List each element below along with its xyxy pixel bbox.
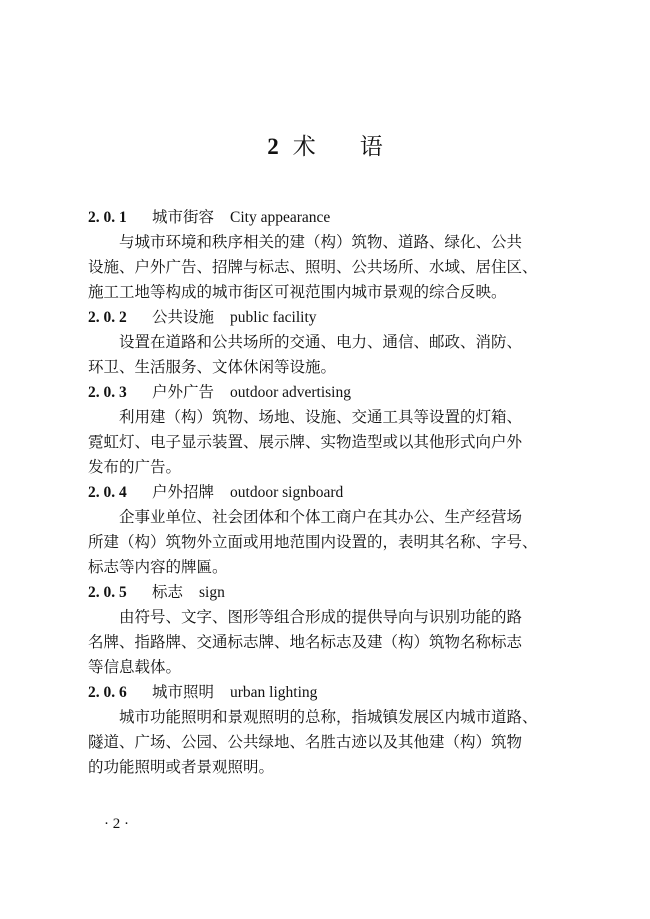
term-heading xyxy=(88,680,576,705)
term-definition-line: 环卫、生活服务、文体休闲等设施。 xyxy=(88,358,337,376)
terms-list xyxy=(88,205,576,780)
term-definition-line: 霓虹灯、电子显示装置、展示牌、实物造型或以其他形式向户外 xyxy=(88,433,523,451)
term-definition-line: 由符号、文字、图形等组合形成的提供导向与识别功能的路 xyxy=(119,608,523,626)
term-entry xyxy=(88,580,576,680)
term-definition-line: 与城市环境和秩序相关的建（构）筑物、道路、绿化、公共 xyxy=(119,233,523,251)
term-definition-line: 城市功能照明和景观照明的总称，指城镇发展区内城市道路、 xyxy=(119,708,538,726)
term-english-name: public facility xyxy=(230,309,317,326)
term-number: 2. 0. 4 xyxy=(88,484,127,501)
term-chinese-name: 公共设施 xyxy=(152,308,215,326)
term-number: 2. 0. 2 xyxy=(88,309,127,326)
chapter-title xyxy=(0,128,650,161)
chapter-title-part2: 语 xyxy=(359,134,383,160)
term-english-name: outdoor advertising xyxy=(230,384,351,401)
term-chinese-name: 城市照明 xyxy=(152,683,215,701)
term-definition-line: 企事业单位、社会团体和个体工商户在其办公、生产经营场 xyxy=(119,508,523,526)
term-number: 2. 0. 6 xyxy=(88,684,127,701)
term-english-name: outdoor signboard xyxy=(230,484,344,501)
chapter-number: 2 xyxy=(267,134,279,159)
term-chinese-name: 城市街容 xyxy=(152,208,215,226)
term-entry xyxy=(88,680,576,780)
term-heading xyxy=(88,305,576,330)
term-heading xyxy=(88,580,576,605)
term-definition-line: 等信息载体。 xyxy=(88,658,182,676)
term-definition-line: 利用建（构）筑物、场地、设施、交通工具等设置的灯箱、 xyxy=(119,408,523,426)
term-number: 2. 0. 3 xyxy=(88,384,127,401)
term-entry xyxy=(88,305,576,380)
term-definition-line: 标志等内容的牌匾。 xyxy=(88,558,228,576)
term-number: 2. 0. 1 xyxy=(88,209,127,226)
term-definition-line: 所建（构）筑物外立面或用地范围内设置的，表明其名称、字号、 xyxy=(88,533,538,551)
term-number: 2. 0. 5 xyxy=(88,584,127,601)
term-definition-line: 的功能照明或者景观照明。 xyxy=(88,758,275,776)
term-heading xyxy=(88,380,576,405)
term-entry xyxy=(88,480,576,580)
term-heading xyxy=(88,480,576,505)
term-definition-line: 隧道、广场、公园、公共绿地、名胜古迹以及其他建（构）筑物 xyxy=(88,733,523,751)
term-chinese-name: 户外广告 xyxy=(152,383,215,401)
term-english-name: urban lighting xyxy=(230,684,318,701)
term-english-name: City appearance xyxy=(230,209,331,226)
term-definition-line: 设置在道路和公共场所的交通、电力、通信、邮政、消防、 xyxy=(119,333,523,351)
term-definition-line: 名牌、指路牌、交通标志牌、地名标志及建（构）筑物名称标志 xyxy=(88,633,523,651)
page-number: · 2 · xyxy=(104,816,129,832)
term-chinese-name: 标志 xyxy=(152,583,184,601)
term-chinese-name: 户外招牌 xyxy=(152,483,215,501)
chapter-title-part1: 术 xyxy=(292,134,316,160)
term-definition-line: 设施、户外广告、招牌与标志、照明、公共场所、水域、居住区、 xyxy=(88,258,538,276)
term-heading xyxy=(88,205,576,230)
term-definition-line: 发布的广告。 xyxy=(88,458,182,476)
term-english-name: sign xyxy=(199,584,225,601)
term-definition-line: 施工工地等构成的城市街区可视范围内城市景观的综合反映。 xyxy=(88,283,507,301)
term-entry xyxy=(88,380,576,480)
term-entry xyxy=(88,205,576,305)
